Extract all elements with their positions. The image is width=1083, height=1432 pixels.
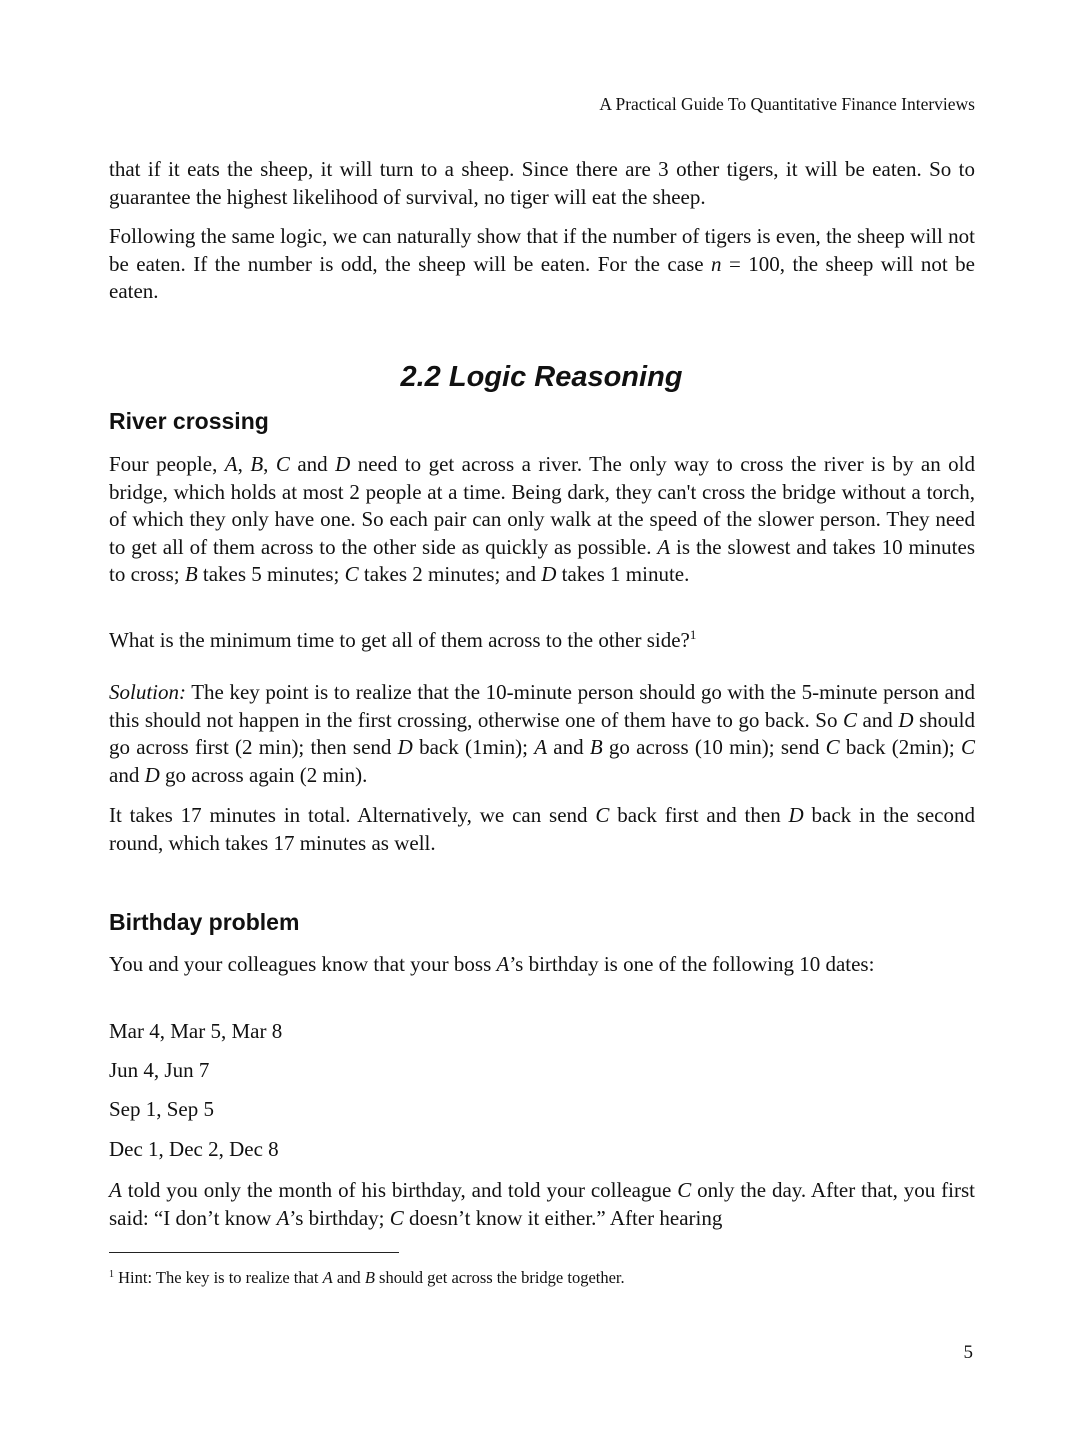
- birthday-problem-intro: You and your colleagues know that your boss A’s birthday is one of the following 10 dates:: [109, 952, 875, 976]
- footnote-reference[interactable]: 1: [689, 627, 697, 642]
- date-list-item: Jun 4, Jun 7: [109, 1058, 210, 1082]
- footnote: $^1$ Hint: The key is to realize that A and B should get across the bridge together.: [109, 1268, 625, 1287]
- river-crossing-solution: Solution: The key point is to realize that the 10-minute person should go with the 5-minute person and this should not happen in the first crossing, otherwise one of them have to go back. So C and D should go across first (2 min); then send D back (1min); A and B go across (10 min); send C back (2min); C and D go across again (2 min).: [109, 680, 976, 787]
- section-title: 2.2 Logic Reasoning: [400, 361, 683, 393]
- page-number: 5: [963, 1342, 973, 1363]
- paragraph-tiger-general: Following the same logic, we can naturally show that if the number of tigers is even, the sheep will not be eaten. If the number is odd, the sheep will be eaten. For the case n = 100, the sheep will not be eaten.: [109, 224, 976, 303]
- river-crossing-question: What is the minimum time to get all of them across to the other side?$^1$: [109, 627, 697, 652]
- date-list-item: Sep 1, Sep 5: [109, 1097, 214, 1121]
- footnote-divider: [109, 1252, 399, 1253]
- footnote-mark: 1: [109, 1269, 114, 1280]
- date-list-item: Dec 1, Dec 2, Dec 8: [109, 1137, 279, 1161]
- river-crossing-title: River crossing: [109, 408, 269, 434]
- birthday-problem-told: A told you only the month of his birthday, and told your colleague C only the day. After that, you first said: “I don’t know A’s birthday; C doesn’t know it either.” After hearing: [109, 1178, 975, 1230]
- birthday-problem-title: Birthday problem: [109, 909, 300, 935]
- river-crossing-problem: Four people, A, B, C and D need to get across a river. The only way to cross the river is by an old bridge, which holds at most 2 people at a time. Being dark, they can't cross the bridge without a torch, of which they only have one. So each pair can only walk at the speed of the slower person. They need to get all of them across to the other side as quickly as possible. A is the slowest and takes 10 minutes to cross; B takes 5 minutes; C takes 2 minutes; and D takes 1 minute.: [109, 452, 976, 586]
- date-list-item: Mar 4, Mar 5, Mar 8: [109, 1019, 283, 1043]
- paragraph-tiger-conclusion: that if it eats the sheep, it will turn to a sheep. Since there are 3 other tigers, it will be eaten. So to guarantee the highest likelihood of survival, no tiger will eat the sheep.: [109, 157, 975, 209]
- river-crossing-total: It takes 17 minutes in total. Alternatively, we can send C back first and then D back in the second round, which takes 17 minutes as well.: [109, 803, 975, 855]
- running-head: A Practical Guide To Quantitative Finance Interviews: [599, 94, 975, 114]
